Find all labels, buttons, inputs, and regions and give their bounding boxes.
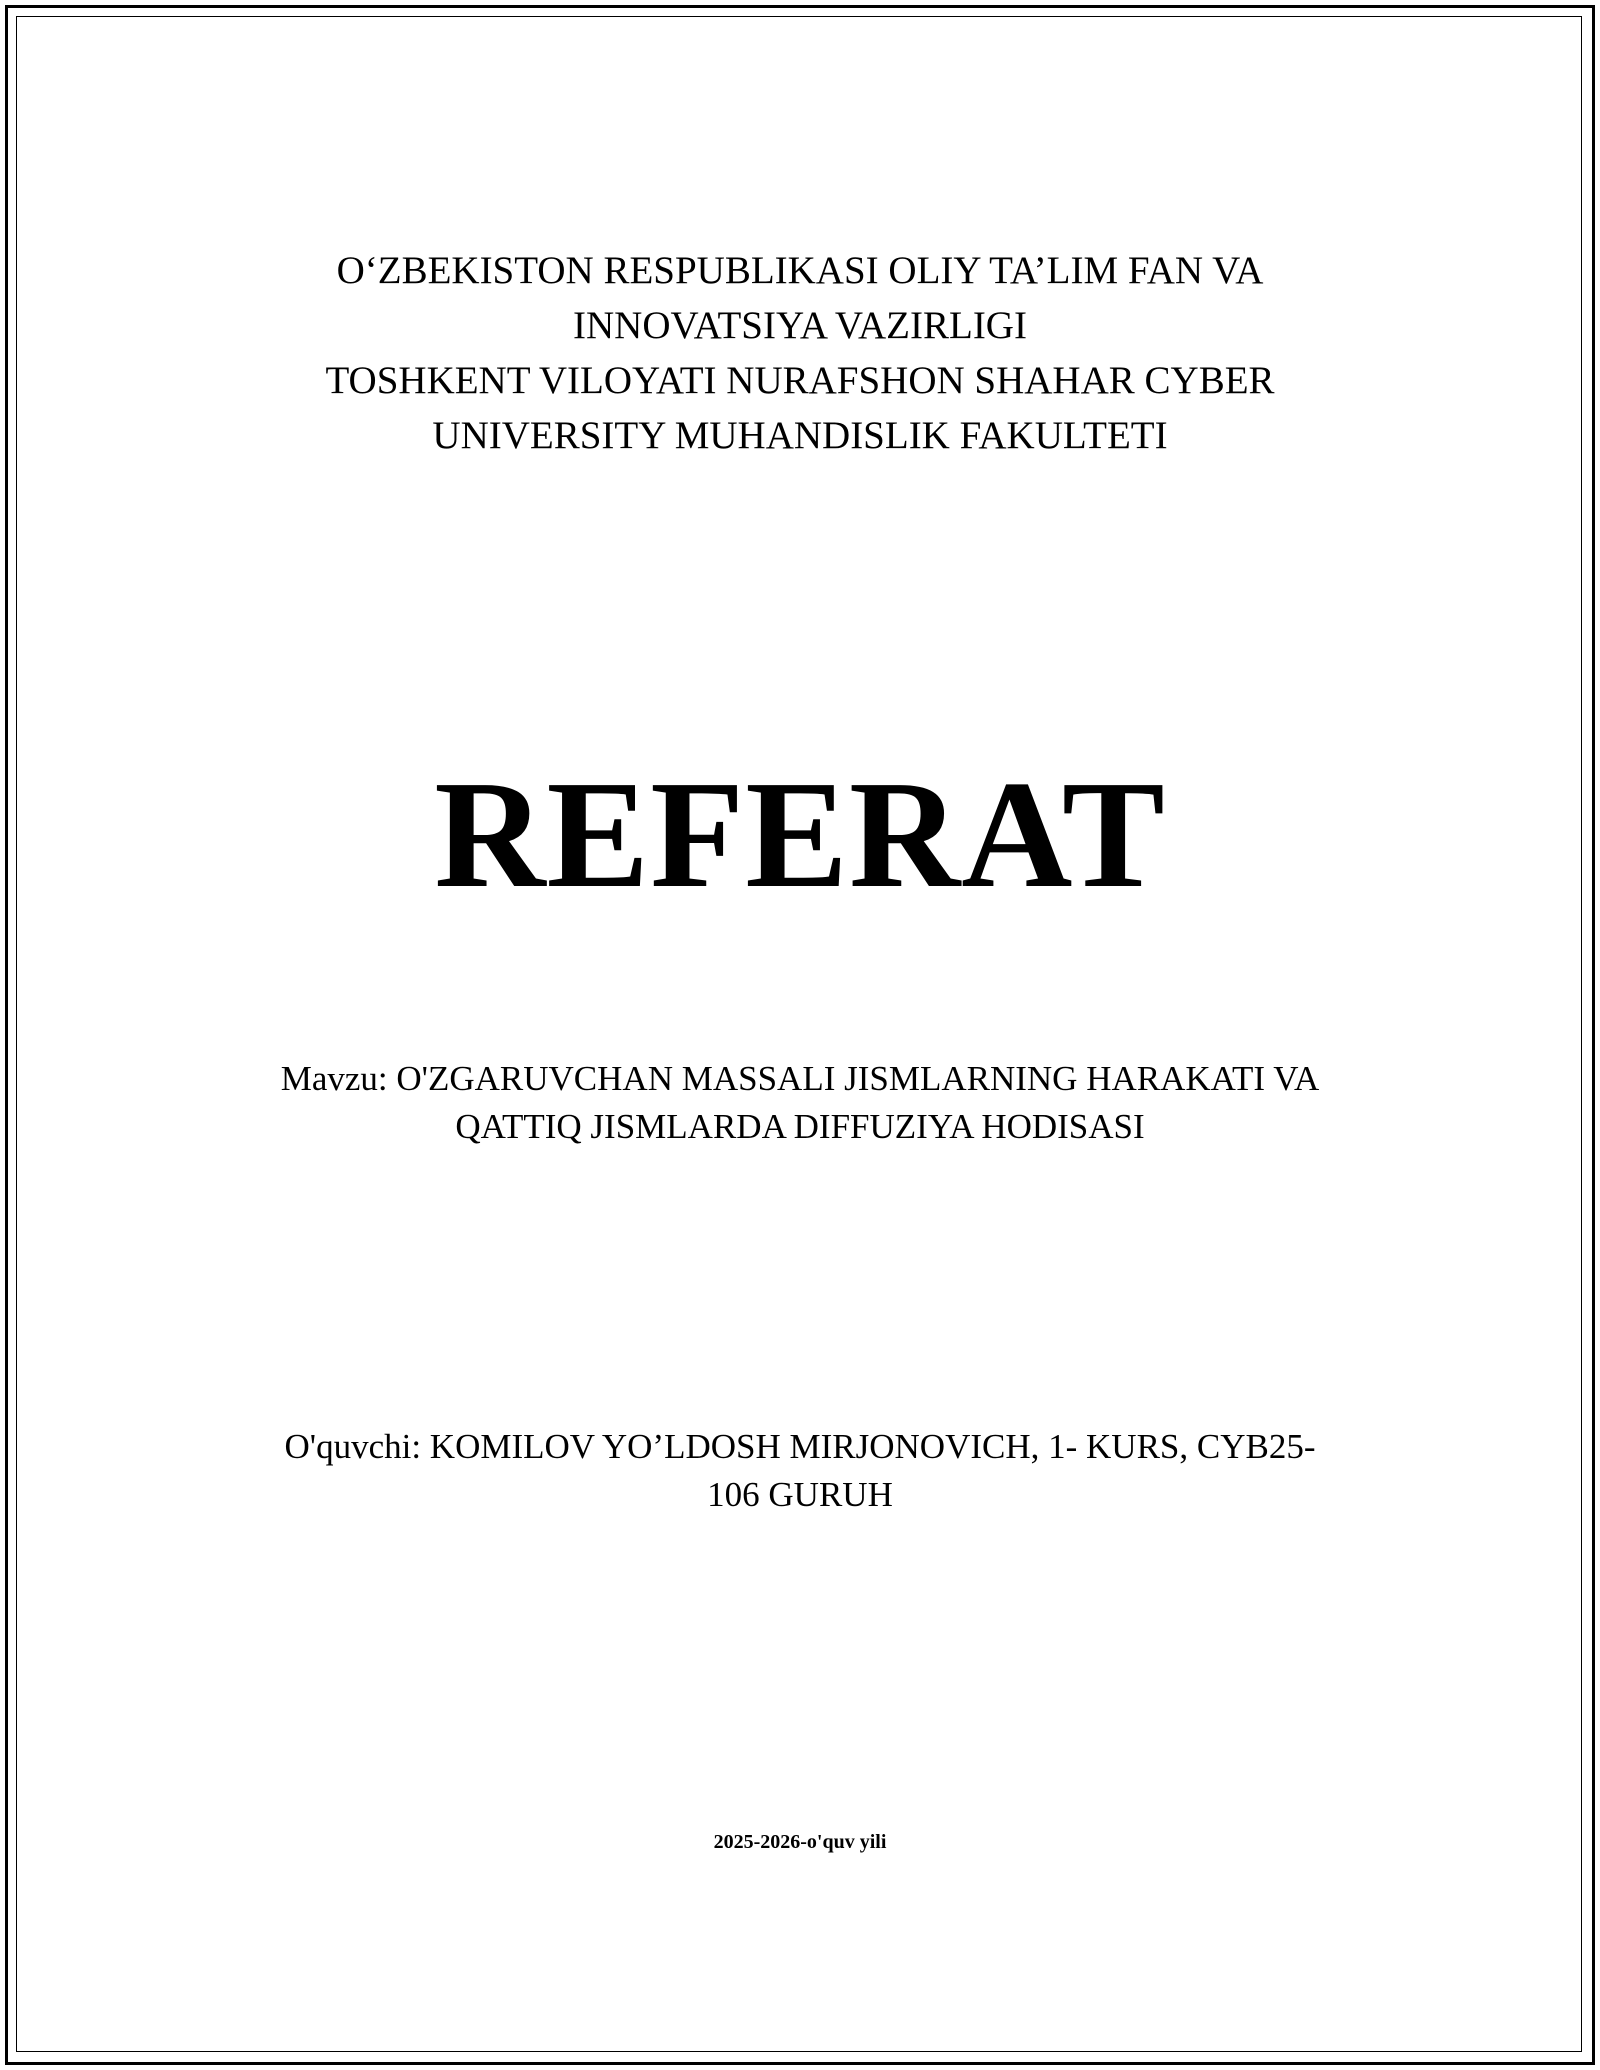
ministry-line: INNOVATSIYA VAZIRLIGI <box>573 304 1027 347</box>
university-line: TOSHKENT VILOYATI NURAFSHON SHAHAR CYBER <box>325 359 1275 402</box>
document-title: REFERAT <box>434 750 1166 920</box>
student-block <box>0 1423 1600 1519</box>
student-line: O'quvchi: KOMILOV YO’LDOSH MIRJONOVICH, 1- KURS, CYB25- <box>284 1427 1316 1466</box>
ministry-line: O‘ZBEKISTON RESPUBLIKASI OLIY TA’LIM FAN VA <box>336 249 1264 292</box>
university-line: UNIVERSITY MUHANDISLIK FAKULTETI <box>432 414 1168 457</box>
topic-block <box>0 1055 1600 1151</box>
academic-year: 2025-2026-o'quv yili <box>713 1831 887 1853</box>
topic-line: QATTIQ JISMLARDA DIFFUZIYA HODISASI <box>455 1107 1145 1146</box>
ministry-header <box>0 243 1600 463</box>
student-line: 106 GURUH <box>707 1475 893 1514</box>
topic-line: Mavzu: O'ZGARUVCHAN MASSALI JISMLARNING HARAKATI VA <box>280 1059 1320 1098</box>
